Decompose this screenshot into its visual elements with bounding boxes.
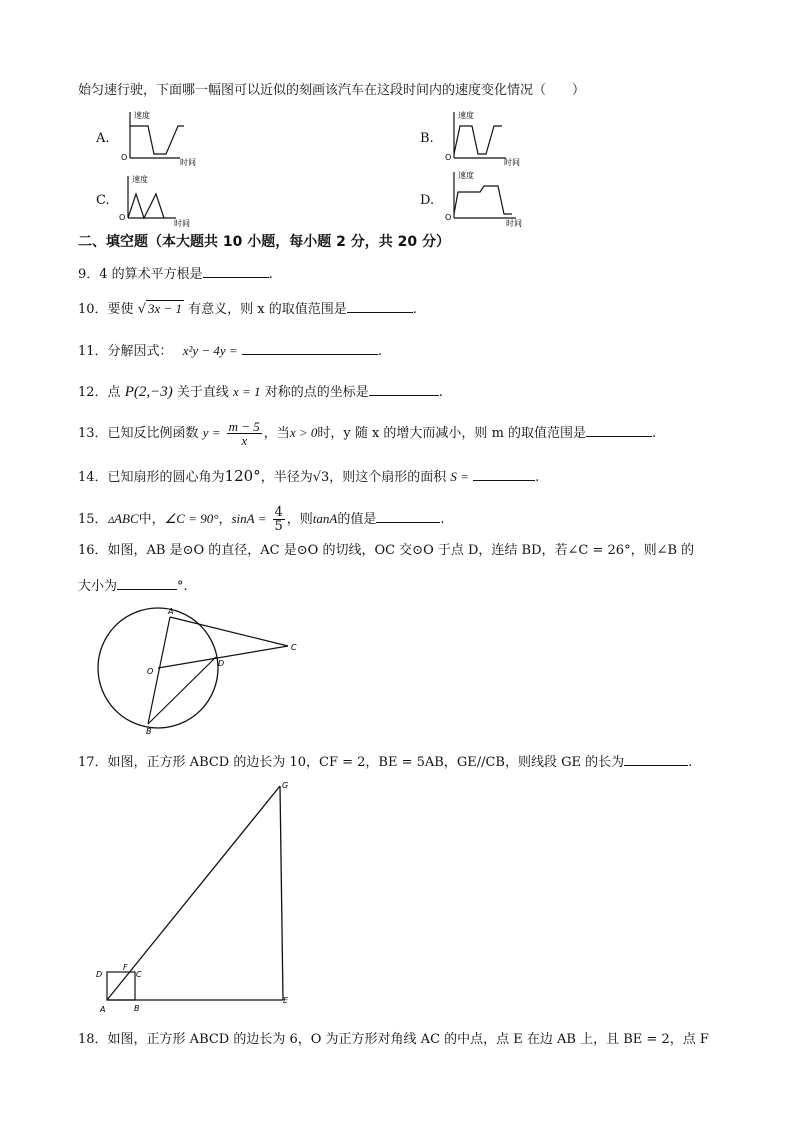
option-d-xlabel: 时间 [506,219,522,228]
q16-label-o: O [147,667,154,676]
option-d-origin: O [445,213,452,222]
question-13 [78,420,656,447]
q10-radicand: 3x − 1 [147,301,183,316]
q15-sin: sinA = [231,511,267,526]
question-17 [78,751,692,772]
q16-label-b: B [146,727,152,736]
q10-end: . [412,302,417,317]
q14-angle: 120° [224,467,261,485]
q11-pre: 11．分解因式： [78,344,173,359]
q10-post: 有意义，则 x 的取值范围是 [188,302,347,317]
q17-answer-blank[interactable] [624,751,688,766]
option-a-graph [118,110,208,168]
q15-numerator: 4 [274,505,283,520]
q15-end: . [440,512,445,527]
q16-label-a: A [168,607,174,616]
q9-text: 9．4 的算术平方根是 [78,267,203,282]
q13-denominator: x [241,433,248,448]
q16-segment-bd [148,657,216,724]
q9-end: . [268,267,273,282]
q17-label-c: C [136,970,142,979]
q14-radius: √3 [312,470,330,485]
q17-segment-ag [107,786,280,1000]
q15-pre: 15． [78,512,108,527]
q10-pre: 10．要使 [78,302,134,317]
option-c-ylabel: 速度 [132,175,148,184]
q16-line2-pre: 大小为 [78,579,118,594]
q14-post: ，则这个扇形的面积 [329,470,447,485]
q12-answer-blank[interactable] [369,381,439,396]
q10-answer-blank[interactable] [347,298,413,313]
question-11 [78,340,382,361]
q15-mid1: 中， [138,512,165,527]
q14-mid: ，半径为 [260,470,313,485]
q16-tangent-ac [170,617,288,646]
q13-numerator: m − 5 [228,419,260,434]
option-d-graph [442,170,542,230]
option-b-xlabel: 时间 [504,158,520,167]
option-a-xlabel: 时间 [180,158,196,167]
q17-text: 17．如图，正方形 ABCD 的边长为 10，CF = 2，BE = 5AB，GE//CB，则线段 GE 的长为 [78,755,625,770]
q14-s: S = [450,469,469,484]
q11-expr: x²y − 4y = [182,343,238,358]
q16-label-d: D [218,659,225,668]
q12-line: x = 1 [233,384,261,399]
q17-end: . [688,755,693,770]
q17-segment-ge [280,786,283,1000]
q17-label-f: F [123,963,128,972]
q15-comma: ， [218,512,232,527]
question-14 [78,466,539,487]
option-c-graph [118,172,208,230]
q17-figure [90,778,310,1018]
option-a-ylabel: 速度 [134,111,150,120]
q10-sqrt: √ 3x − 1 [137,301,183,317]
option-b-origin: O [445,153,452,162]
question-15 [78,506,445,533]
question-12 [78,381,443,402]
q13-lhs: y = [202,425,221,440]
q17-label-e: E [283,996,289,1005]
q14-end: . [535,470,540,485]
q13-post: 时，y 随 x 的增大而减小，则 m 的取值范围是 [317,426,587,441]
q16-figure [90,604,310,740]
option-b-graph [442,110,542,168]
q16-line2-end: °. [177,579,188,594]
q15-answer-blank[interactable] [376,508,440,523]
q15-post: 的值是 [337,512,377,527]
option-a-origin: O [121,153,128,162]
q13-fraction [227,420,262,447]
q14-answer-blank[interactable] [473,466,535,481]
q15-mid2: ，则 [286,512,313,527]
q15-fraction [273,506,285,533]
q12-pre: 12．点 [78,385,121,400]
q15-tan: tanA [312,511,338,526]
q11-answer-blank[interactable] [242,340,378,355]
q13-end: . [652,426,657,441]
q11-end: . [377,344,382,359]
question-10 [78,298,417,319]
q9-answer-blank[interactable] [203,263,269,278]
q13-mid: ，当 [263,426,290,441]
option-c-origin: O [119,213,126,222]
q15-triangle: ▵ABC [107,511,139,526]
option-c-xlabel: 时间 [174,219,190,228]
q16-label-c: C [291,643,297,652]
q15-denominator: 5 [274,519,283,534]
q16-answer-blank[interactable] [117,575,177,590]
q13-pre: 13．已知反比例函数 [78,426,199,441]
q12-point: P(2,−3) [124,384,173,400]
section-title: 二、填空题（本大题共 10 小题，每小题 2 分，共 20 分） [78,234,450,250]
option-b-letter: B. [420,131,434,146]
q13-answer-blank[interactable] [586,422,652,437]
option-d-letter: D. [420,193,435,208]
q12-end: . [438,385,443,400]
q17-label-g: G [282,781,289,790]
q13-cond: x > 0 [289,425,318,440]
q16-line2 [78,575,188,596]
q12-post: 对称的点的坐标是 [264,385,369,400]
q15-cond: ∠C = 90° [164,511,219,526]
q17-label-d: D [96,970,103,979]
q14-pre: 14．已知扇形的圆心角为 [78,470,225,485]
option-c-letter: C. [96,193,110,208]
q17-label-a: A [100,1005,106,1014]
q18-text: 18．如图，正方形 ABCD 的边长为 6，O 为正方形对角线 AC 的中点，点 E 在边 AB 上，且 BE = 2，点 F [78,1032,709,1047]
q17-label-b: B [134,1004,140,1013]
q12-mid: 关于直线 [176,385,229,400]
q8-stem: 始匀速行驶，下面哪一幅图可以近似的刻画该汽车在这段时间内的速度变化情况（ ） [78,83,586,98]
option-d-ylabel: 速度 [458,171,474,180]
option-b-ylabel: 速度 [458,111,474,120]
option-a-letter: A. [96,131,110,146]
q16-line1: 16．如图，AB 是⊙O 的直径，AC 是⊙O 的切线，OC 交⊙O 于点 D，连结 BD，若∠C = 26°，则∠B 的 [78,543,695,558]
question-9 [78,263,273,284]
